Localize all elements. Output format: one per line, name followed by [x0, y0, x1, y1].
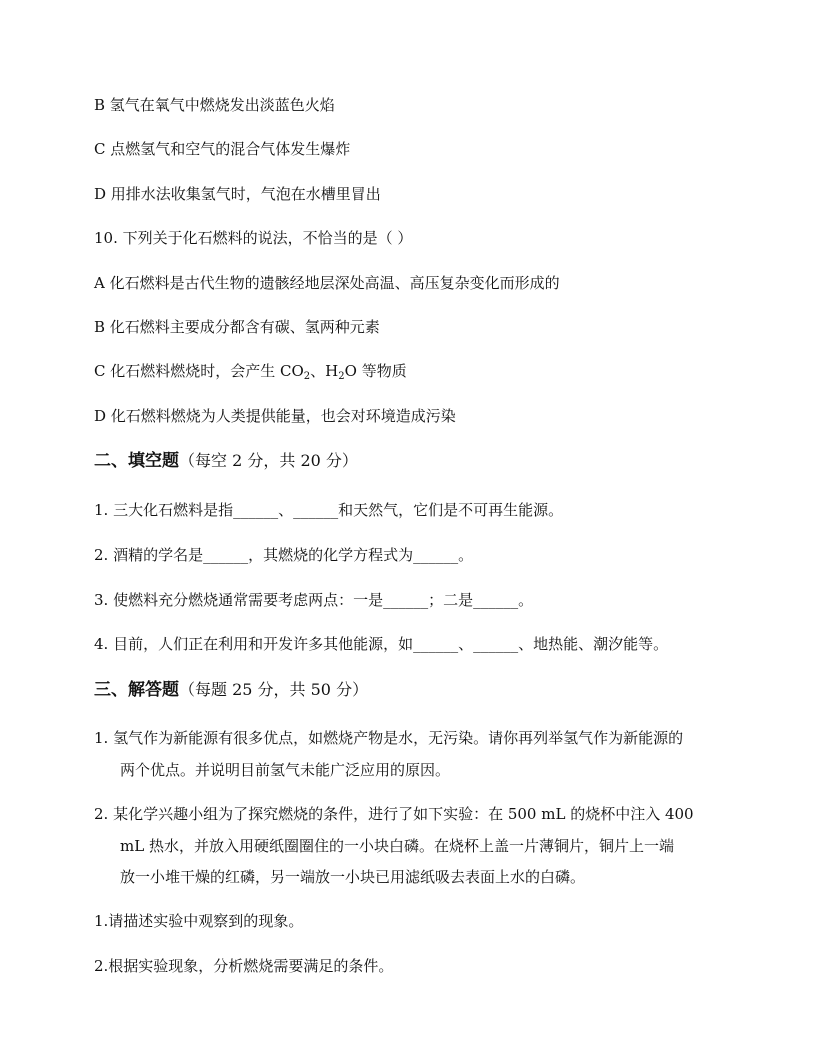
- section3-q2-line-1: 2. 某化学兴趣小组为了探究燃烧的条件，进行了如下实验：在 500 mL 的烧杯中注入 400: [94, 805, 694, 823]
- section3-q2-line-3: 放一小堆干燥的红磷，另一端放一小块已用滤纸吸去表面上水的白磷。: [120, 868, 586, 886]
- q10-option-c-prefix: C 化石燃料燃烧时，会产生 CO: [94, 362, 304, 380]
- q9-option-c: C 点燃氢气和空气的混合气体发生爆炸: [94, 140, 351, 158]
- q9-option-b: B 氢气在氧气中燃烧发出淡蓝色火焰: [94, 96, 335, 114]
- section3-q2-line-2: mL 热水，并放入用硬纸圈圈住的一小块白磷。在烧杯上盖一片薄铜片，铜片上一端: [120, 837, 674, 855]
- q10-option-c: [94, 361, 734, 387]
- q10-stem: 10. 下列关于化石燃料的说法，不恰当的是（ ）: [94, 229, 413, 247]
- section3-sub-question-2: 2.根据实验现象，分析燃烧需要满足的条件。: [94, 957, 394, 975]
- section2-item-2: 2. 酒精的学名是______，其燃烧的化学方程式为______。: [94, 546, 474, 564]
- section2-item-3: 3. 使燃料充分燃烧通常需要考虑两点：一是______；二是______。: [94, 591, 534, 609]
- section2-note: （每空 2 分，共 20 分）: [179, 451, 358, 470]
- q10-option-c-mid: 、H: [310, 362, 339, 380]
- section3-title: 三、解答题: [94, 680, 179, 700]
- section3-sub-question-1: 1.请描述实验中观察到的现象。: [94, 912, 304, 930]
- section2-heading: [94, 451, 734, 471]
- q10-option-a: A 化石燃料是古代生物的遗骸经地层深处高温、高压复杂变化而形成的: [94, 274, 560, 292]
- section3-heading: [94, 680, 734, 700]
- q10-option-c-subscript-2: 2: [338, 371, 345, 382]
- section3-q1-line-1: 1. 氢气作为新能源有很多优点，如燃烧产物是水，无污染。请你再列举氢气作为新能源的: [94, 729, 684, 747]
- section2-title: 二、填空题: [94, 451, 179, 471]
- section3-note: （每题 25 分，共 50 分）: [179, 680, 369, 699]
- q10-option-d: D 化石燃料燃烧为人类提供能量，也会对环境造成污染: [94, 407, 456, 425]
- q10-option-b: B 化石燃料主要成分都含有碳、氢两种元素: [94, 318, 380, 336]
- section2-item-1: 1. 三大化石燃料是指______、______和天然气，它们是不可再生能源。: [94, 501, 564, 519]
- section2-item-4: 4. 目前，人们正在利用和开发许多其他能源，如______、______、地热能、潮汐能等。: [94, 635, 669, 653]
- q10-option-c-subscript-1: 2: [303, 371, 311, 382]
- section3-q1-line-2: 两个优点。并说明目前氢气未能广泛应用的原因。: [120, 761, 451, 779]
- q10-option-c-suffix: O 等物质: [344, 362, 407, 380]
- q9-option-d: D 用排水法收集氢气时，气泡在水槽里冒出: [94, 185, 381, 203]
